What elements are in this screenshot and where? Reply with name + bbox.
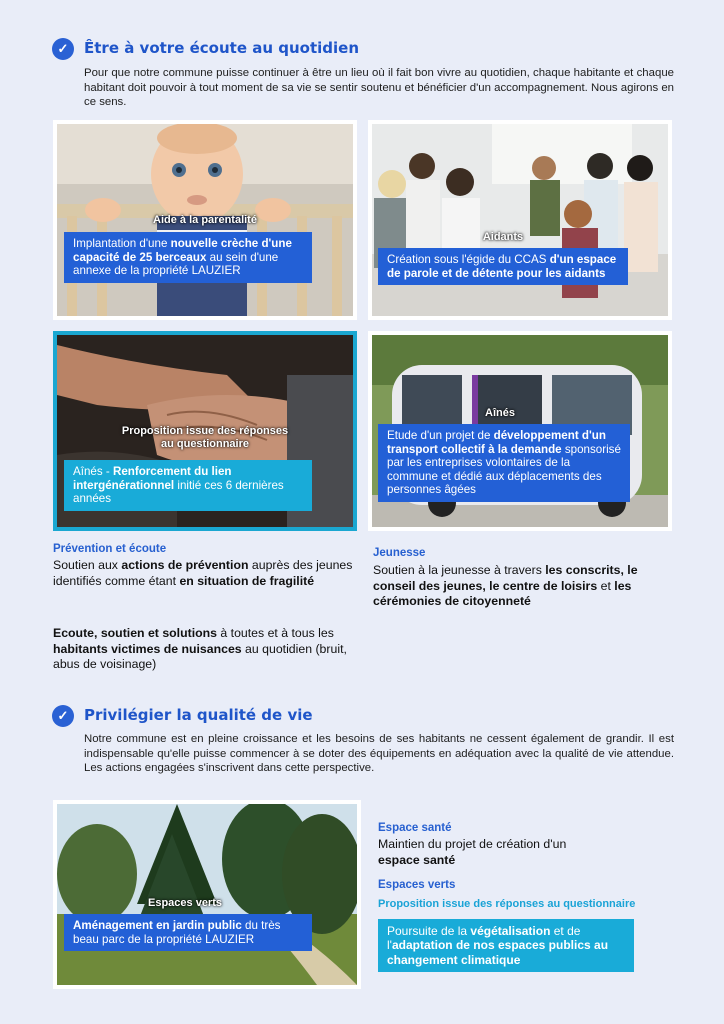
jeunesse-heading: Jeunesse <box>373 547 426 559</box>
body-bold: les cérémonies de citoyenneté <box>373 578 632 609</box>
section-intro: Notre commune est en pleine croissance et les besoins de ses habitants ne cessent également de grandir. Il est indispensable qu'elle puisse commencer à se doter des équipements en adéquation avec la qualité de vie attendue. Les actions engagées s'inscrivent dans cette perspective. <box>84 733 674 775</box>
body-bold: les conscrits, le conseil des jeunes, le centre de loisirs <box>373 563 638 593</box>
verts-heading: Espaces verts <box>378 879 456 891</box>
prevention-heading: Prévention et écoute <box>53 543 167 555</box>
section-title: Être à votre écoute au quotidien <box>84 39 360 57</box>
body-text: et <box>597 578 615 593</box>
card-bold: adaptation de nos espaces publics au changement climatique <box>387 938 609 967</box>
card-text: sponsorisé par les entreprises volontaires de la commune et dédié aux déplacements des personnes âgées <box>387 442 621 497</box>
prevention-text-1 <box>53 558 353 589</box>
card-text: au sein d'une annexe de la propriété LAUZIER <box>73 250 279 278</box>
jeunesse-text <box>373 563 673 610</box>
body-text: à toutes et à tous les <box>216 626 334 640</box>
photo-espaces-verts <box>53 800 361 989</box>
body-bold: actions de prévention <box>121 558 249 572</box>
info-card-aidants <box>378 248 628 285</box>
body-text: Soutien à la jeunesse à travers <box>373 563 546 577</box>
photo-label: Espaces verts <box>148 897 222 909</box>
info-card-parentalite <box>64 232 312 283</box>
section-intro: Pour que notre commune puisse continuer à être un lieu où il fait bon vivre au quotidien, chaque habitante et chaque habitant doit pouvoir à tout moment de sa vie se sentir soutenu et bénéficier d'un accompagnement. Nous agirons en ce sens. <box>84 67 674 109</box>
info-card-vegetalisation <box>378 919 634 972</box>
body-bold: en situation de fragilité <box>179 573 315 588</box>
sante-text <box>378 837 588 868</box>
info-card-aines-intergenerationnel <box>64 460 312 511</box>
card-bold: nouvelle crèche d'une capacité de 25 berceaux <box>73 237 292 264</box>
card-text: du très beau parc de la propriété LAUZIER <box>73 919 281 946</box>
info-card-aines-transport <box>378 424 630 502</box>
card-bold: d'un espace de parole et de détente pour les aidants <box>387 253 617 280</box>
photo-aidants <box>368 120 672 320</box>
card-text: Implantation d'une <box>73 237 171 250</box>
card-text: Etude d'un projet de <box>387 429 494 442</box>
verts-subheading: Proposition issue des réponses au questionnaire <box>378 898 636 910</box>
card-text: Aînés - <box>73 465 113 478</box>
card-bold: Renforcement du lien intergénérationnel <box>73 465 232 492</box>
park-photo <box>57 804 357 985</box>
body-bold: espace santé <box>378 852 456 867</box>
body-text: auprès des jeunes identifiés comme étant <box>53 558 353 588</box>
body-text: au quotidien (bruit, abus de voisinage) <box>53 641 347 672</box>
card-bold: développement d'un transport collectif à la demande <box>387 429 606 456</box>
info-card-espaces-verts <box>64 914 312 951</box>
check-badge-icon: ✓ <box>52 38 74 60</box>
card-text: et de l' <box>387 924 581 953</box>
card-text: initié ces 6 dernières années <box>73 478 284 506</box>
photo-label: Aide à la parentalité <box>153 214 257 226</box>
card-bold: Aménagement en jardin public <box>73 919 242 932</box>
body-text: Maintien du projet de création d'un <box>378 837 567 851</box>
body-text: Soutien aux <box>53 558 122 572</box>
photo-label: Aidants <box>482 231 524 243</box>
sante-heading: Espace santé <box>378 822 452 834</box>
photo-label: Aînés <box>485 407 515 419</box>
card-text: Création sous l'égide du CCAS <box>387 253 550 266</box>
section-title: Privilégier la qualité de vie <box>84 706 313 724</box>
check-badge-icon: ✓ <box>52 705 74 727</box>
support-group-photo <box>372 124 668 316</box>
card-text: Poursuite de la <box>387 924 471 938</box>
photo-label: Proposition issue des réponses au questionnaire <box>121 425 289 450</box>
body-bold: Ecoute, soutien et solutions <box>53 626 217 640</box>
body-bold: habitants victimes de nuisances <box>53 641 242 656</box>
prevention-text-2 <box>53 626 353 673</box>
card-bold: végétalisation <box>470 924 551 938</box>
